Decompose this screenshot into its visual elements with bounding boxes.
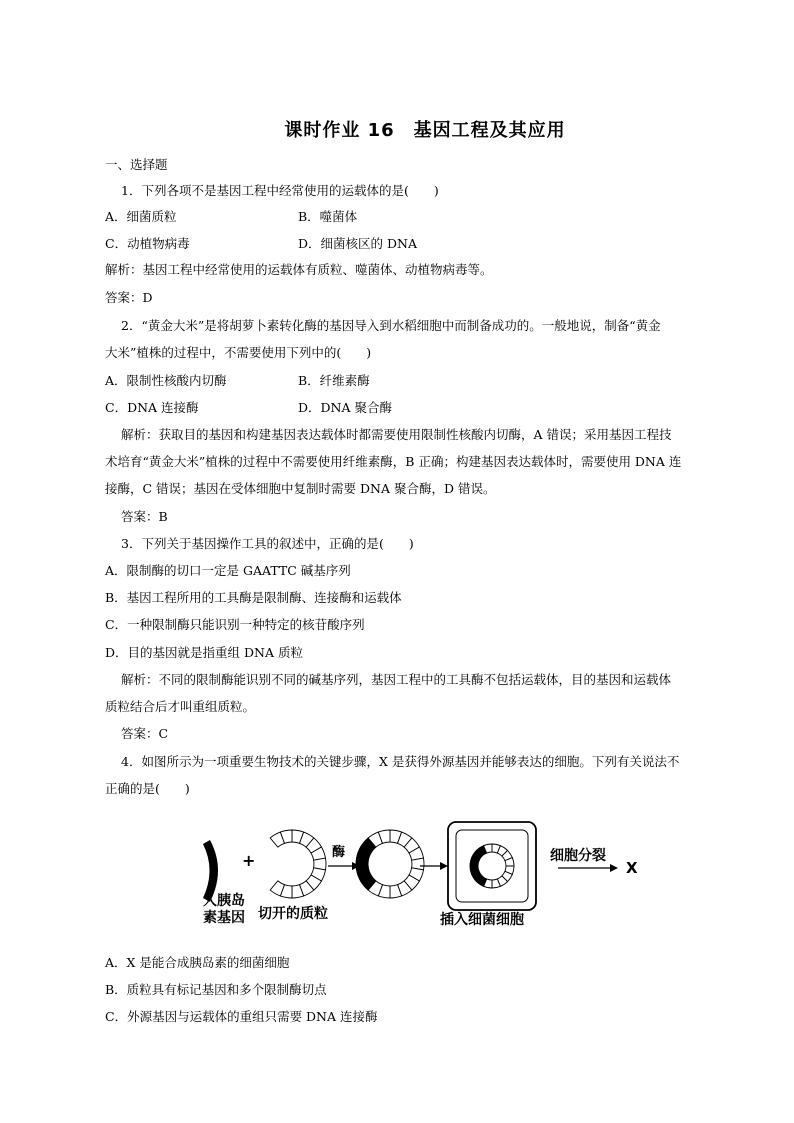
q4-stem-line1: 4．如图所示为一项重要生物技术的关键步骤，X 是获得外源基因并能够表达的细胞。下列有关说法不	[121, 754, 680, 769]
q3-option-c: C．一种限制酶只能识别一种特定的核苷酸序列	[105, 617, 365, 632]
q1-option-d: D．细菌核区的 DNA	[298, 236, 417, 251]
q3-stem: 3．下列关于基因操作工具的叙述中，正确的是( )	[121, 536, 414, 551]
q4-stem-line2: 正确的是( )	[105, 781, 190, 796]
q3-option-a: A．限制酶的切口一定是 GAATTC 碱基序列	[105, 563, 351, 578]
q2-option-a: A．限制性核酸内切酶	[105, 373, 227, 388]
q3-option-b: B．基因工程所用的工具酶是限制酶、连接酶和运载体	[105, 590, 402, 605]
q1-option-a: A．细菌质粒	[105, 209, 177, 224]
bacterial-cell-inner	[456, 830, 528, 902]
result-x-label: X	[626, 859, 638, 877]
page-title: 课时作业 16 基因工程及其应用	[284, 120, 566, 141]
plasmid-in-cell	[470, 844, 514, 888]
q3-answer: 答案：C	[121, 726, 169, 741]
q2-option-b: B．纤维素酶	[298, 373, 370, 388]
q2-option-d: D．DNA 聚合酶	[298, 400, 392, 415]
q3-analysis-line1: 解析：不同的限制酶能识别不同的碱基序列，基因工程中的工具酶不包括运载体，目的基因和运载体	[121, 672, 672, 687]
q4-option-c: C．外源基因与运载体的重组只需要 DNA 连接酶	[105, 1009, 378, 1024]
q2-analysis-line1: 解析：获取目的基因和构建基因表达载体时都需要使用限制性核酸内切酶，A 错误；采用基因工程技	[121, 427, 672, 442]
cut-plasmid	[270, 830, 326, 898]
q2-stem-line2: 大米”植株的过程中，不需要使用下列中的( )	[105, 345, 372, 360]
q2-answer: 答案：B	[121, 509, 168, 524]
q2-option-c: C．DNA 连接酶	[105, 400, 199, 415]
q1-option-c: C．动植物病毒	[105, 236, 190, 251]
division-label: 细胞分裂	[550, 848, 606, 864]
q3-option-d: D．目的基因就是指重组 DNA 质粒	[105, 645, 303, 660]
recombinant-plasmid	[356, 830, 424, 898]
q3-analysis-line2: 质粒结合后才叫重组质粒。	[105, 699, 256, 714]
q1-answer: 答案：D	[105, 290, 153, 305]
gene-label-line2: 素基因	[203, 910, 245, 926]
gene-label-line1: 人胰岛	[203, 893, 245, 909]
q1-analysis: 解析：基因工程中经常使用的运载体有质粒、噬菌体、动植物病毒等。	[105, 262, 493, 277]
q1-option-b: B．噬菌体	[298, 209, 358, 224]
section-heading: 一、选择题	[105, 157, 168, 172]
plus-sign: +	[242, 851, 256, 870]
plasmid-label: 切开的质粒	[258, 906, 328, 922]
gene-engineering-diagram	[170, 818, 650, 936]
q2-analysis-line2: 术培育“黄金大米”植株的过程中不需要使用纤维素酶，B 正确；构建基因表达载体时，需要使用 DNA 连	[105, 454, 682, 469]
q4-option-a: A．X 是能合成胰岛素的细菌细胞	[105, 955, 290, 970]
enzyme-label: 酶	[332, 845, 346, 860]
division-arrow-head	[610, 864, 618, 872]
arrow-to-cell-head	[440, 862, 448, 870]
cell-label: 插入细菌细胞	[440, 912, 524, 928]
q2-stem-line1: 2．“黄金大米”是将胡萝卜素转化酶的基因导入到水稻细胞中而制备成功的。一般地说，制备“黄金	[121, 318, 661, 333]
q1-stem: 1．下列各项不是基因工程中经常使用的运载体的是( )	[121, 183, 439, 198]
bacterial-cell-outer	[448, 822, 536, 910]
q2-analysis-line3: 接酶，C 错误；基因在受体细胞中复制时需要 DNA 聚合酶，D 错误。	[105, 481, 496, 496]
q4-option-b: B．质粒具有标记基因和多个限制酶切点	[105, 982, 327, 997]
